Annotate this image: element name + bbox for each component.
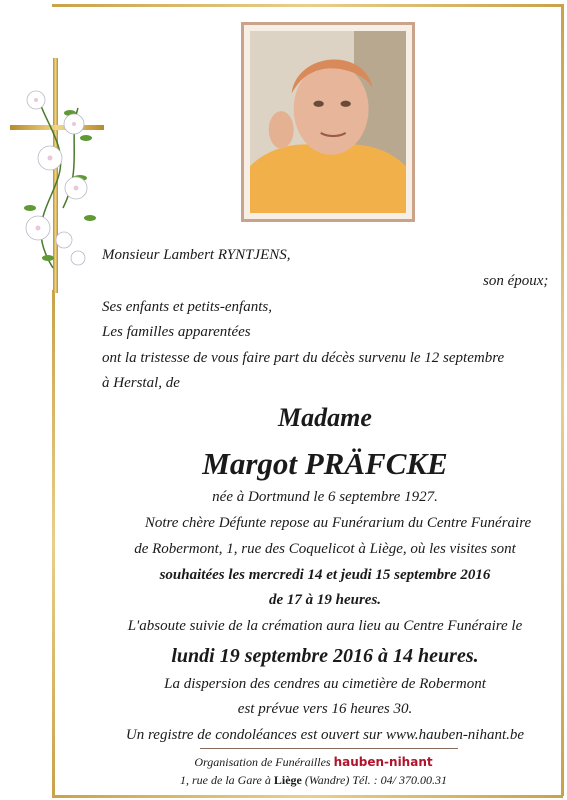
portrait-frame <box>241 22 415 222</box>
dispersion-line-2: est prévue vers 16 heures 30. <box>237 701 413 717</box>
footer-address-prefix: 1, rue de la Gare à <box>180 773 274 787</box>
deceased-name: Margot PRÄFCKE <box>202 446 448 481</box>
announce-line-1: ont la tristesse de vous faire part du décès survenu le 12 septembre <box>102 350 505 366</box>
rest-line-2: de Robermont, 1, rue des Coquelicot à Liège, où les visites sont <box>134 541 516 557</box>
portrait-photo <box>250 31 406 213</box>
children-line: Ses enfants et petits-enfants, <box>102 299 272 315</box>
ceremony-date: lundi 19 septembre 2016 à 14 heures. <box>171 645 479 667</box>
spouse-name: Monsieur Lambert RYNTJENS, <box>102 247 291 263</box>
absoute-line: L'absoute suivie de la crémation aura lieu au Centre Funéraire le <box>127 618 523 634</box>
footer-brand: hauben-nihant <box>333 755 433 769</box>
footer-organisation <box>0 755 567 769</box>
footer-address-city: Liège <box>273 773 302 787</box>
footer-address <box>0 773 567 787</box>
families-line: Les familles apparentées <box>102 324 251 340</box>
frame-border-bottom <box>52 795 563 798</box>
footer-org-prefix: Organisation de Funérailles <box>194 755 334 769</box>
frame-border-left <box>52 290 55 798</box>
spouse-relation: son époux; <box>483 273 549 289</box>
deceased-title: Madame <box>278 403 372 432</box>
dispersion-line-1: La dispersion des cendres au cimetière de Robermont <box>164 676 486 692</box>
frame-border-right <box>561 4 564 796</box>
visits-line-1: souhaitées les mercredi 14 et jeudi 15 septembre 2016 <box>159 567 491 583</box>
visits-line-2: de 17 à 19 heures. <box>268 592 382 608</box>
footer-address-suffix: (Wandre) Tél. : 04/ 370.00.31 <box>301 773 447 787</box>
register-line: Un registre de condoléances est ouvert sur www.hauben-nihant.be <box>125 727 525 743</box>
rest-line-1: Notre chère Défunte repose au Funérarium du Centre Funéraire <box>144 515 532 531</box>
birth-line: née à Dortmund le 6 septembre 1927. <box>212 489 438 505</box>
footer-divider <box>200 748 458 749</box>
announce-line-2: à Herstal, de <box>102 375 180 391</box>
cross-flower-icon <box>8 58 108 298</box>
frame-border-top <box>52 4 563 7</box>
